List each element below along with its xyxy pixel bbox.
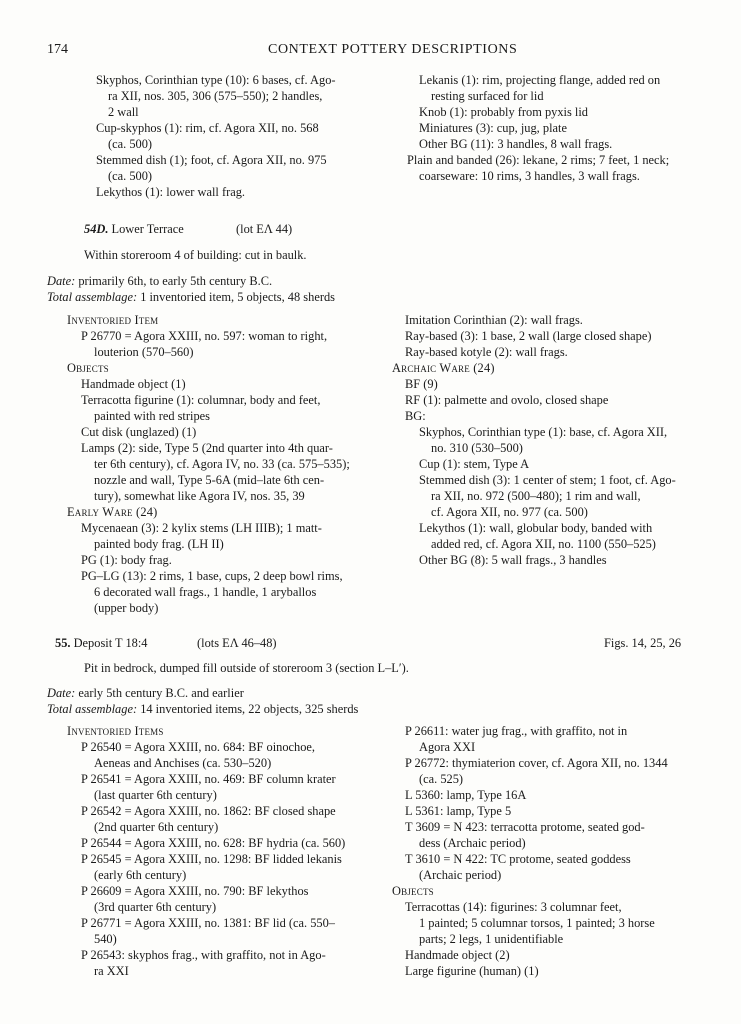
text-line: PG–LG (13): 2 rims, 1 base, cups, 2 deep bowl rims, — [81, 569, 343, 583]
text-line: coarseware: 10 rims, 3 handles, 3 wall frags. — [419, 169, 640, 183]
text-line: Mycenaean (3): 2 kylix stems (LH IIIB); 1 matt- — [81, 521, 322, 535]
text-line: L 5361: lamp, Type 5 — [405, 804, 512, 818]
text-line: added red, cf. Agora XII, no. 1100 (550–525) — [431, 537, 656, 551]
text-line: P 26772: thymiaterion cover, cf. Agora XII, no. 1344 — [405, 756, 668, 770]
text-line: 540) — [94, 932, 117, 946]
category-heading: Early Ware (24) — [67, 505, 158, 519]
text-line: Knob (1): probably from pyxis lid — [419, 105, 588, 119]
text-line: (Archaic period) — [419, 868, 502, 882]
text-line: P 26542 = Agora XXIII, no. 1862: BF closed shape — [81, 804, 336, 818]
running-head: CONTEXT POTTERY DESCRIPTIONS — [268, 42, 518, 57]
section-title: Lower Terrace — [111, 222, 184, 236]
text-line: T 3609 = N 423: terracotta protome, seated god- — [405, 820, 645, 834]
text-line: Other BG (11): 3 handles, 8 wall frags. — [419, 137, 613, 151]
text-line: cf. Agora XII, no. 977 (ca. 500) — [431, 505, 588, 519]
section-lots: (lots ΕΛ 46–48) — [197, 636, 277, 650]
text-line: P 26545 = Agora XXIII, no. 1298: BF lidded lekanis — [81, 852, 342, 866]
assemblage-label: Total assemblage: — [47, 702, 138, 716]
text-line: Cut disk (unglazed) (1) — [81, 425, 197, 439]
date-label: Date: — [47, 686, 76, 700]
section-number: 54D. — [84, 222, 109, 236]
text-line: ra XXI — [94, 964, 129, 978]
text-line: tury), somewhat like Agora IV, nos. 35, 39 — [94, 489, 305, 503]
category-heading: Objects — [392, 884, 434, 898]
date-value: primarily 6th, to early 5th century B.C. — [78, 274, 273, 288]
category-heading: Inventoried Item — [67, 313, 159, 327]
text-line: no. 310 (530–500) — [431, 441, 523, 455]
text-line: Imitation Corinthian (2): wall frags. — [405, 313, 583, 327]
text-line: Miniatures (3): cup, jug, plate — [419, 121, 567, 135]
assemblage-value: 1 inventoried item, 5 objects, 48 sherds — [140, 290, 335, 304]
text-line: BG: — [405, 409, 426, 423]
text-line: painted body frag. (LH II) — [94, 537, 224, 551]
text-line: 6 decorated wall frags., 1 handle, 1 aryballos — [94, 585, 317, 599]
text-line: L 5360: lamp, Type 16A — [405, 788, 527, 802]
text-line: Large figurine (human) (1) — [405, 964, 539, 978]
section-lot: (lot ΕΛ 44) — [236, 222, 293, 236]
category-heading: Inventoried Items — [67, 724, 164, 738]
text-line: BF (9) — [405, 377, 438, 391]
text-line: (last quarter 6th century) — [94, 788, 217, 802]
page-number: 174 — [47, 42, 68, 57]
text-line: P 26611: water jug frag., with graffito, not in — [405, 724, 628, 738]
section-description: Within storeroom 4 of building: cut in baulk. — [84, 248, 307, 262]
text-line: Plain and banded (26): lekane, 2 rims; 7 feet, 1 neck; — [407, 153, 670, 167]
category-heading: Archaic Ware (24) — [392, 361, 495, 375]
text-line: resting surfaced for lid — [431, 89, 544, 103]
section-54d-heading — [84, 222, 184, 238]
text-line: parts; 2 legs, 1 unidentifiable — [419, 932, 564, 946]
date-value: early 5th century B.C. and earlier — [78, 686, 244, 700]
text-line: ra XII, nos. 305, 306 (575–550); 2 handles, — [108, 89, 323, 103]
text-line: Stemmed dish (1); foot, cf. Agora XII, no. 975 — [96, 153, 327, 167]
text-line: RF (1): palmette and ovolo, closed shape — [405, 393, 609, 407]
text-line: 1 painted; 5 columnar torsos, 1 painted; 3 horse — [419, 916, 655, 930]
text-line: Lamps (2): side, Type 5 (2nd quarter into 4th quar- — [81, 441, 333, 455]
text-line: ter 6th century), cf. Agora IV, no. 33 (ca. 575–535); — [94, 457, 350, 471]
text-line: P 26543: skyphos frag., with graffito, not in Ago- — [81, 948, 326, 962]
text-line: Other BG (8): 5 wall frags., 3 handles — [419, 553, 607, 567]
assemblage-line — [47, 290, 335, 306]
text-line: PG (1): body frag. — [81, 553, 172, 567]
text-line: (upper body) — [94, 601, 159, 615]
category-heading: Objects — [67, 361, 109, 375]
text-line: Terracottas (14): figurines: 3 columnar feet, — [405, 900, 622, 914]
text-line: painted with red stripes — [94, 409, 210, 423]
text-line: Lekythos (1): lower wall frag. — [96, 185, 245, 199]
text-line: P 26540 = Agora XXIII, no. 684: BF oinochoe, — [81, 740, 316, 754]
section-55-heading — [55, 636, 148, 652]
text-line: P 26541 = Agora XXIII, no. 469: BF column krater — [81, 772, 336, 786]
text-line: P 26544 = Agora XXIII, no. 628: BF hydria (ca. 560) — [81, 836, 346, 850]
text-line: Ray-based (3): 1 base, 2 wall (large closed shape) — [405, 329, 652, 343]
text-line: (ca. 500) — [108, 169, 153, 183]
section-figures: Figs. 14, 25, 26 — [604, 636, 682, 650]
text-line: P 26609 = Agora XXIII, no. 790: BF lekythos — [81, 884, 309, 898]
assemblage-value: 14 inventoried items, 22 objects, 325 sherds — [140, 702, 359, 716]
text-line: Skyphos, Corinthian type (1): base, cf. Agora XII, — [419, 425, 668, 439]
text-line: 2 wall — [108, 105, 139, 119]
section-description: Pit in bedrock, dumped fill outside of storeroom 3 (section L–L′). — [84, 661, 409, 675]
text-line: Ray-based kotyle (2): wall frags. — [405, 345, 568, 359]
assemblage-label: Total assemblage: — [47, 290, 138, 304]
text-line: (ca. 525) — [419, 772, 464, 786]
text-line: nozzle and wall, Type 5-6A (mid–late 6th cen- — [94, 473, 325, 487]
text-line: Cup (1): stem, Type A — [419, 457, 530, 471]
text-line: dess (Archaic period) — [419, 836, 526, 850]
text-line: Skyphos, Corinthian type (10): 6 bases, cf. Ago- — [96, 73, 336, 87]
text-line: (2nd quarter 6th century) — [94, 820, 219, 834]
text-line: Terracotta figurine (1): columnar, body and feet, — [81, 393, 321, 407]
text-line: (3rd quarter 6th century) — [94, 900, 217, 914]
assemblage-line — [47, 702, 358, 718]
text-line: Handmade object (2) — [405, 948, 510, 962]
text-line: Stemmed dish (3): 1 center of stem; 1 foot, cf. Ago- — [419, 473, 676, 487]
section-number: 55. — [55, 636, 71, 650]
text-line: louterion (570–560) — [94, 345, 194, 359]
date-label: Date: — [47, 274, 76, 288]
text-line: Lekanis (1): rim, projecting flange, added red on — [419, 73, 661, 87]
text-line: Aeneas and Anchises (ca. 530–520) — [94, 756, 272, 770]
text-line: Handmade object (1) — [81, 377, 186, 391]
text-line: P 26771 = Agora XXIII, no. 1381: BF lid (ca. 550– — [81, 916, 335, 930]
date-line — [47, 686, 244, 702]
section-title: Deposit T 18:4 — [73, 636, 148, 650]
text-line: Cup-skyphos (1): rim, cf. Agora XII, no. 568 — [96, 121, 319, 135]
text-line: P 26770 = Agora XXIII, no. 597: woman to right, — [81, 329, 328, 343]
date-line — [47, 274, 272, 290]
text-line: T 3610 = N 422: TC protome, seated goddess — [405, 852, 631, 866]
text-line: (ca. 500) — [108, 137, 153, 151]
text-line: Agora XXI — [419, 740, 476, 754]
text-line: Lekythos (1): wall, globular body, banded with — [419, 521, 653, 535]
text-line: (early 6th century) — [94, 868, 187, 882]
text-line: ra XII, no. 972 (500–480); 1 rim and wall, — [431, 489, 641, 503]
